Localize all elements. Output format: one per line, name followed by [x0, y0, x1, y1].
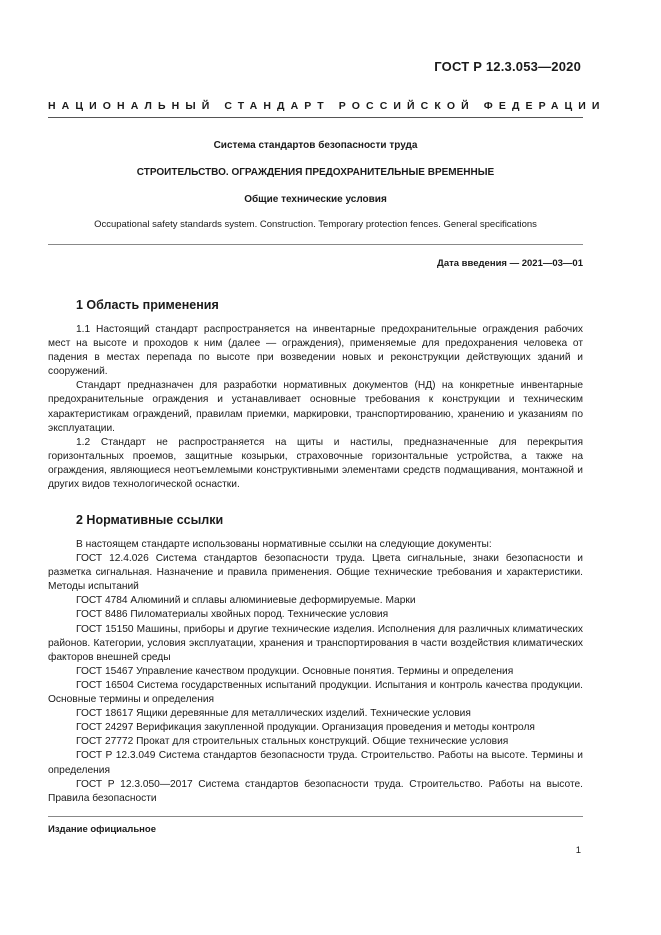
- reference-item: ГОСТ 12.4.026 Система стандартов безопасности труда. Цвета сигнальные, знаки безопасности и разметка сигнальная. Назначение и правила применения. Общие технические требования и характеристики. Методы испытаний: [48, 553, 583, 593]
- reference-item: ГОСТ 16504 Система государственных испытаний продукции. Испытания и контроль качества продукции. Основные термины и определения: [48, 679, 583, 706]
- reference-item: ГОСТ Р 12.3.050—2017 Система стандартов безопасности труда. Строительство. Работы на высоте. Правила безопасности: [48, 778, 583, 804]
- reference-item: ГОСТ 18617 Ящики деревянные для металлических изделий. Технические условия: [76, 708, 471, 720]
- reference-item: ГОСТ 15150 Машины, приборы и другие технические изделия. Исполнения для различных климатических районов. Категории, условия эксплуатации, хранения и транспортирования в части воздействия климатических факторов внешней среды: [48, 623, 583, 663]
- introduction-date: Дата введения — 2021—03—01: [437, 258, 583, 269]
- header-divider: [48, 117, 583, 118]
- paragraph: 1.1 Настоящий стандарт распространяется на инвентарные предохранительные ограждения рабочих мест на высоте и проходов к ним (далее — ограждения), применяемые для предохранения человека от падения в местах перепада по высоте при возведении новых и реконструкции действующих зданий и сооружений.: [48, 324, 583, 378]
- official-edition-label: Издание официальное: [48, 824, 156, 835]
- reference-item: ГОСТ 8486 Пиломатериалы хвойных пород. Технические условия: [76, 609, 389, 621]
- document-subtitle: Общие технические условия: [244, 194, 387, 205]
- section-2-heading: 2 Нормативные ссылки: [76, 513, 224, 527]
- reference-item: ГОСТ Р 12.3.049 Система стандартов безопасности труда. Строительство. Работы на высоте. Термины и определения: [48, 750, 583, 776]
- national-standard-banner: НАЦИОНАЛЬНЫЙ СТАНДАРТ РОССИЙСКОЙ ФЕДЕРАЦИИ: [48, 100, 606, 112]
- paragraph: В настоящем стандарте использованы нормативные ссылки на следующие документы:: [76, 539, 492, 550]
- reference-item: ГОСТ 24297 Верификация закупленной продукции. Организация проведения и методы контроля: [76, 722, 535, 734]
- document-title: СТРОИТЕЛЬСТВО. ОГРАЖДЕНИЯ ПРЕДОХРАНИТЕЛЬНЫЕ ВРЕМЕННЫЕ: [136, 167, 495, 178]
- reference-item: ГОСТ 27772 Прокат для строительных стальных конструкций. Общие технические условия: [76, 736, 509, 748]
- standards-series: Система стандартов безопасности труда: [213, 140, 418, 151]
- reference-item: ГОСТ 4784 Алюминий и сплавы алюминиевые деформируемые. Марки: [76, 595, 416, 607]
- paragraph: 1.2 Стандарт не распространяется на щиты и настилы, предназначенные для перекрытия горизонтальных проемов, защитные козырьки, страховочные горизонтальные устройства, а также на ограждения, являющиеся неотъемлемыми конструктивными элементами средств подмащивания, монтажной и других видов технологической оснастки.: [48, 436, 583, 491]
- page-number: 1: [575, 845, 581, 856]
- section-1-heading: 1 Область применения: [76, 298, 219, 312]
- section-1-body: [48, 323, 583, 492]
- paragraph: Стандарт предназначен для разработки нормативных документов (НД) на конкретные инвентарные предохранительные ограждения и устанавливает основные требования к конструкции и техническим характеристикам ограждений, правилам приемки, маркировки, транспортированию, хранению и указаниям по эксплуатации.: [48, 380, 583, 434]
- english-title: Occupational safety standards system. Construction. Temporary protection fences. General specifications: [94, 219, 537, 230]
- title-divider: [48, 244, 583, 245]
- section-2-body: [48, 538, 583, 806]
- reference-item: ГОСТ 15467 Управление качеством продукции. Основные понятия. Термины и определения: [76, 665, 514, 677]
- footer-divider: [48, 816, 583, 817]
- document-code: ГОСТ Р 12.3.053—2020: [434, 59, 581, 74]
